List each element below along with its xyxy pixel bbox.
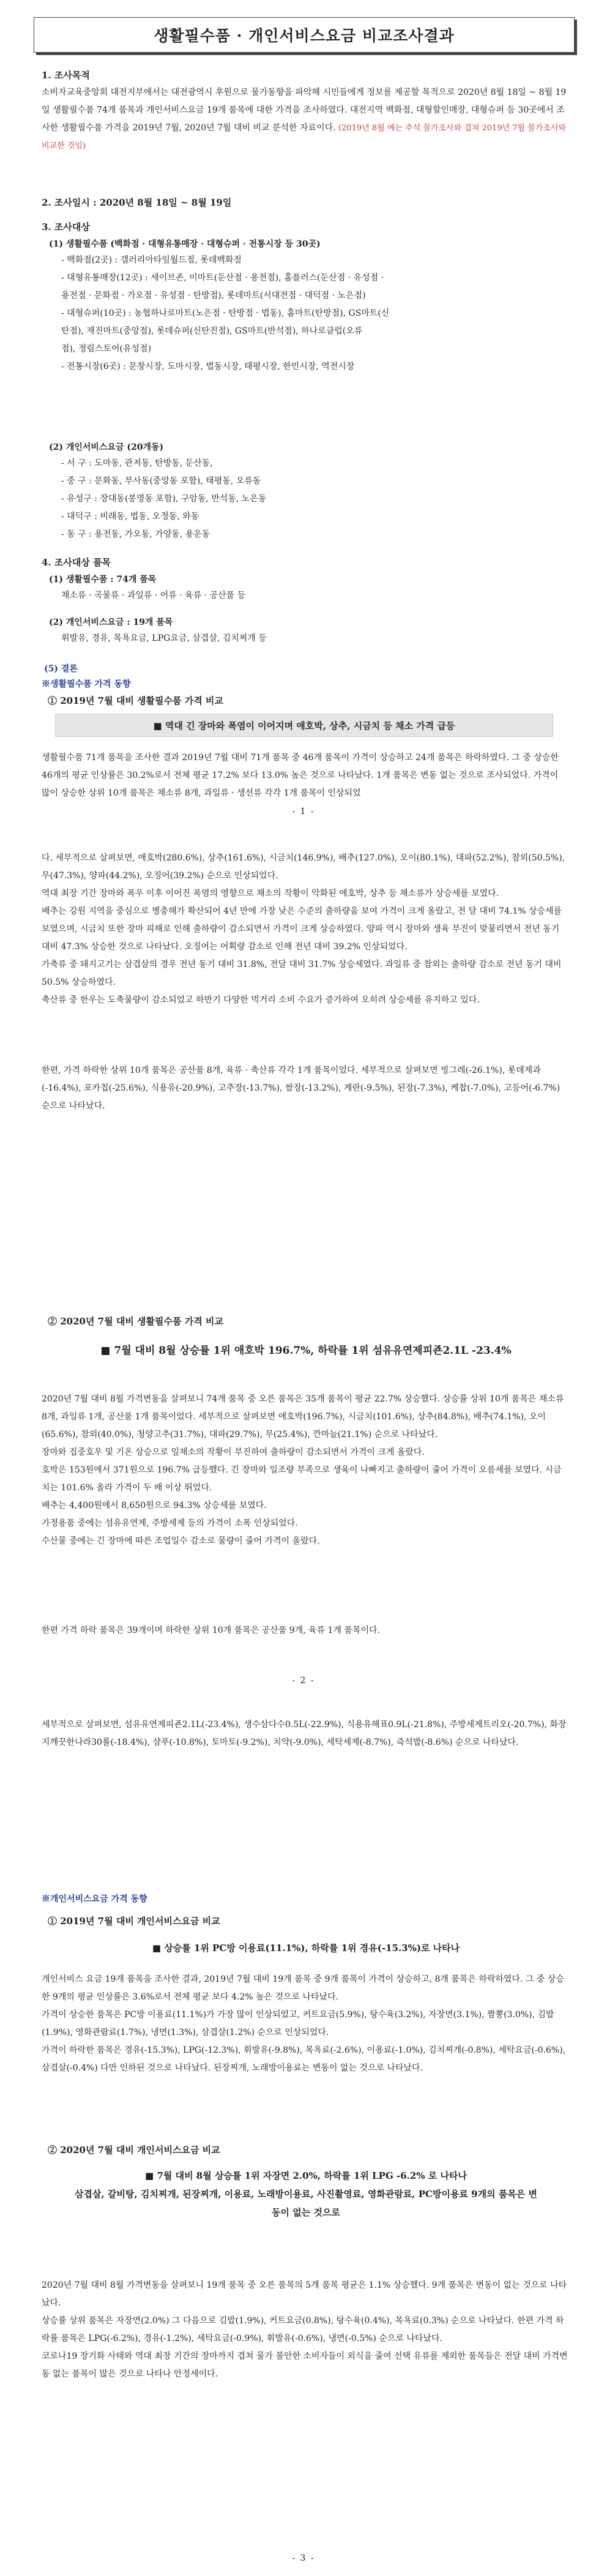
section-3-heading: 3. 조사대상 [42, 222, 90, 233]
service-area-line-2: - 중 구 : 문화동, 부사동(중앙동 포함), 태평동, 오류동 [61, 476, 261, 486]
service-area-line-5: - 동 구 : 용전동, 가오동, 가양동, 용운동 [61, 529, 210, 539]
goods-2019-body-2: 다. 세부적으로 살펴보면, 애호박(280.6%), 상추(161.6%), 시금치(146.9%), 배추(127.0%), 오이(80.1%), 대파(52.2%), 참외(50.5%), 무(47.3%), 양파(44.2%), 오징어(39.2%) 순으로 인상되었다. 역대 최장 기간 장마와 폭우 이후 이어진 폭염의 영향으로 채소의 작황이 악화된 애호박, 상추 등 채소류가 상승세를 보였다. 배추는 강원 지역을 중심으로 병충해가 확산되어 4년 만에 가장 낮은 수준의 출하량을 보여 가격이 크게 올랐고, 전 달 대비 74.1% 상승세를 보였으며, 시금치 또한 장마 피해로 인해 출하량이 감소되면서 가격이 크게 상승하였다. 양파 역시 장마와 생육 부진이 맞물리면서 전년 동기 대비 47.3% 상승한 것으로 나타났다. 오징어는 어획량 감소로 인해 전년 대비 39.2% 인상되었다. 가축류 중 돼지고기는 삼겹살의 경우 전년 동기 대비 31.8%, 전달 대비 31.7% 상승세였다. 과일류 중 참외는 출하량 감소로 전년 동기 대비 50.5% 상승하였다. 축산류 중 한우는 도축물량이 감소되었고 하반기 다양한 먹거리 소비 수요가 증가하여 오히려 상승세를 유지하고 있다. [42, 853, 565, 1005]
page-number-2: - 2 - [292, 1676, 315, 1686]
section-1-body [42, 84, 569, 155]
service-compare-2019-heading: ① 2019년 7월 대비 개인서비스요금 비교 [48, 1916, 220, 1927]
goods-2020-highlight: ■ 7월 대비 8월 상승률 1위 애호박 196.7%, 하락률 1위 섬유유연제피죤2.1L -23.4% [100, 1345, 512, 1357]
service-2020-highlight: ■ 7월 대비 8월 상승률 1위 자장면 2.0%, 하락률 1위 LPG -6.2% 로 나타나 삼겹살, 갈비탕, 김치찌개, 된장찌개, 이용료, 노래방이용료, 사진촬영료, 영화관람료, PC방이용료 9개의 품목은 변동이 없는 것으로 [75, 2170, 537, 2218]
goods-line-4: - 대형슈퍼(10곳) : 농협하나로마트(노은점 · 탄방점 · 법동), 홈마트(탄방점), GS마트(신 [61, 308, 390, 318]
items-goods-heading: (1) 생활필수품 : 74개 품목 [49, 575, 157, 584]
items-service-heading: (2) 개인서비스요금 : 19개 품목 [49, 618, 173, 627]
title-frame [34, 17, 573, 55]
page-title: 생활필수품 · 개인서비스요금 비교조사결과 [154, 27, 455, 45]
page-number-3: - 3 - [292, 2553, 315, 2563]
goods-line-1: - 백화점(2곳) : 갤러리아타임월드점, 롯데백화점 [61, 255, 242, 265]
service-area-line-4: - 대덕구 : 비래동, 법동, 오정동, 와동 [61, 512, 199, 521]
goods-compare-2020-heading: ② 2020년 7월 대비 생활필수품 가격 비교 [48, 1316, 223, 1327]
goods-trend-heading: ※생활필수품 가격 동향 [42, 679, 131, 689]
goods-2019-body-3: 한편, 가격 하락한 상위 10개 품목은 공산품 8개, 육류 · 축산류 각각 1개 품목이었다. 세부적으로 살펴보면 빙그레(-26.1%), 롯데제과(-16.4%), 포카칩(-25.6%), 식용유(-20.9%), 고추장(-13.7%), 쌈장(-13.2%), 계란(-9.5%), 된장(-7.3%), 케찹(-7.0%), 고등어(-6.7%) 순으로 나타났다. [42, 1066, 560, 1111]
service-2019-body: 개인서비스 요금 19개 품목을 조사한 결과, 2019년 7월 대비 19개 품목 중 9개 품목이 가격이 상승하고, 8개 품목은 하락하였다. 그 중 상승한 9개의 평균 인상률은 3.6%로서 전체 평균 보다 4.2% 높은 것으로 나타났다. 가격이 상승한 품목은 PC방 이용료(11.1%)가 가장 많이 인상되었고, 커트요금(5.9%), 탕수육(3.2%), 자장면(3.1%), 짬뽕(3.0%), 김밥(1.9%), 영화관람료(1.7%), 냉면(1.3%), 삼겹살(1.2%) 순으로 인상되었다. 가격이 하락한 품목은 경유(-15.3%), LPG(-12.3%), 휘발유(-9.8%), 목욕료(-2.6%), 이용료(-1.0%), 김치찌개(-0.8%), 세탁요금(-0.6%), 삼겹살(-0.4%) 다만 인하된 것으로 나타났다. 된장찌개, 노래방이용료는 변동이 없는 것으로 나타났다. [42, 1974, 566, 2073]
service-area-line-3: - 유성구 : 장대동(봉명동 포함), 구암동, 반석동, 노은동 [61, 494, 267, 504]
title-box [34, 17, 575, 53]
service-2019-highlight: ■ 상승률 1위 PC방 이용료(11.1%), 하락률 1위 경유(-15.3%)로 나타나 [152, 1943, 460, 1954]
goods-2019-body-1: 생활필수품 71개 품목을 조사한 결과 2019년 7월 대비 71개 품목 중 46개 품목이 가격이 상승하고 24개 품목은 하락하였다. 그 중 상승한 46개의 평균 인상률은 30.2%로서 전체 평균 17.2% 보다 13.0% 높은 것으로 나타났다. 1개 품목은 변동 없는 것으로 조사되었다. 가격이 많이 상승한 상위 10개 품목은 채소류 8개, 과일류 · 생선류 각각 1개 품목이 인상되었 [42, 753, 559, 798]
conclusion-heading: (5) 결론 [44, 664, 78, 674]
goods-compare-2019-heading: ① 2019년 7월 대비 생활필수품 가격 비교 [48, 695, 223, 706]
goods-line-5: 탄점), 재진마트(중앙점), 롯데슈퍼(신탄진점), GS마트(반석점), 하나로클럽(오류 [61, 326, 363, 336]
service-area-line-1: - 서 구 : 도마동, 관저동, 탄방동, 둔산동, [61, 458, 213, 468]
section-2-heading: 2. 조사일시 : 2020년 8월 18일 ~ 8월 19일 [42, 197, 232, 208]
section-1-heading: 1. 조사목적 [42, 70, 90, 81]
items-service-line: 휘발유, 경유, 목욕요금, LPG요금, 삼겹살, 김치찌개 등 [61, 633, 267, 643]
service-compare-2020-heading: ② 2020년 7월 대비 개인서비스요금 비교 [48, 2145, 220, 2156]
items-goods-line: 채소류 · 곡물류 · 과일류 · 어류 · 육류 · 공산품 등 [61, 591, 246, 600]
goods-line-2: - 대형유통매장(12곳) : 세이브존, 이마트(둔산점 · 용전점), 홈플러스(둔산점 · 유성점 · [61, 273, 384, 283]
service-2020-body: 2020년 7월 대비 8월 가격변동을 살펴보니 19개 품목 중 오른 품목의 5개 품목 평균은 1.1% 상승했다. 9개 품목은 변동이 없는 것으로 나타났다. 상승률 상위 품목은 자장면(2.0%) 그 다음으로 김밥(1.9%), 커트요금(0.8%), 탕수육(0.4%), 목욕료(0.3%) 순으로 나타났다. 한편 가격 하락률 품목은 LPG(-6.2%), 경유(-1.2%), 세탁요금(-0.9%), 휘발유(-0.6%), 냉면(-0.5%) 순으로 나타났다. 코로나19 장기화 사태와 역대 최장 기간의 장마까지 겹쳐 물가 불안한 소비자들이 외식을 줄여 선택 유류를 제외한 품목들은 전달 대비 가격변동 없는 품목이 많은 것으로 나타나 안정세이다. [42, 2280, 568, 2379]
goods-2020-body-3: 세부적으로 살펴보면, 섬유유연제피죤2.1L(-23.4%), 생수삼다수0.5L(-22.9%), 식용유해표0.9L(-21.8%), 주방세제트리오(-20.7%), 화장지깨끗한나라30롤(-18.4%), 샴푸(-10.8%), 토마토(-9.2%), 치약(-9.0%), 세탁세제(-8.7%), 즉석밥(-8.6%) 순으로 나타났다. [42, 1720, 567, 1747]
service-area-heading: (2) 개인서비스요금 (20개동) [49, 442, 164, 452]
goods-line-3: 용전점 · 문화점 · 가오점 · 유성점 · 탄방점), 롯데마트(서대전점 · 대덕점 · 노은점) [61, 291, 366, 301]
goods-2020-body-2: 한편 가격 하락 품목은 39개이며 하락한 상위 10개 품목은 공산품 9개, 육류 1개 품목이다. [42, 1626, 380, 1635]
section-1-text: 소비자교육중앙회 대전지부에서는 대전광역시 후원으로 물가동향을 파악해 시민들에게 정보를 제공할 목적으로 2020년 8월 18일 ~ 8월 19일 생활필수품 74개 품목과 개인서비스요금 19개 품목에 대한 가격을 조사하였다. 대전지역 백화점, 대형할인매장, 대형슈퍼 등 30곳에서 조사한 생활필수품 가격을 2019년 7월, 2020년 7월 대비 비교 분석한 자료이다. [42, 88, 567, 133]
goods-line-7: - 전통시장(6곳) : 문창시장, 도마시장, 법동시장, 태평시장, 한민시장, 역전시장 [61, 362, 355, 371]
goods-2020-body-1: 2020년 7월 대비 8월 가격변동을 살펴보니 74개 품목 중 오른 품목은 35개 품목이 평균 22.7% 상승했다. 상승률 상위 10개 품목은 채소류 8개, 과일류 1개, 공산품 1개 품목이었다. 세부적으로 살펴보면 애호박(196.7%), 시금치(101.6%), 상추(84.8%), 배추(74.1%), 오이(65.6%), 참외(40.0%), 청양고추(31.7%), 대파(29.7%), 무(25.4%), 깐마늘(21.1%) 순으로 나타났다. 장마와 집중호우 및 기온 상승으로 잎채소의 작황이 부진하여 출하량이 감소되면서 가격이 크게 올랐다. 호박은 153원에서 371원으로 196.7% 급등했다. 긴 장마와 일조량 부족으로 생육이 나빠지고 출하량이 줄어 가격이 오름세를 보였다. 시금치는 101.6% 올라 가격이 두 배 이상 뛰었다. 배추는 4,400원에서 8,650원으로 94.3% 상승세를 보였다. 가정용품 중에는 섬유유연제, 주방세제 등의 가격이 소폭 인상되었다. 수산물 중에는 긴 장마에 따른 조업일수 감소로 물량이 줄어 가격이 올랐다. [42, 1394, 564, 1546]
goods-heading: (1) 생활필수품 (백화점 · 대형유통매장 · 대형슈퍼 · 전통시장 등 30곳) [49, 239, 321, 249]
goods-2019-banner: ■ 역대 긴 장마와 폭염이 이어지며 애호박, 상추, 시금치 등 채소 가격 급등 [55, 714, 553, 737]
service-trend-heading: ※개인서비스요금 가격 동향 [42, 1894, 147, 1904]
section-4-heading: 4. 조사대상 품목 [42, 557, 111, 568]
goods-line-6: 점), 정림스토어(유성점) [61, 344, 152, 354]
page-number-1: - 1 - [292, 807, 315, 816]
section-1-note: (2019년 8월 예는 추석 물가조사와 겹쳐 2019년 7월 물가조사와 비교한 것임) [42, 124, 567, 151]
